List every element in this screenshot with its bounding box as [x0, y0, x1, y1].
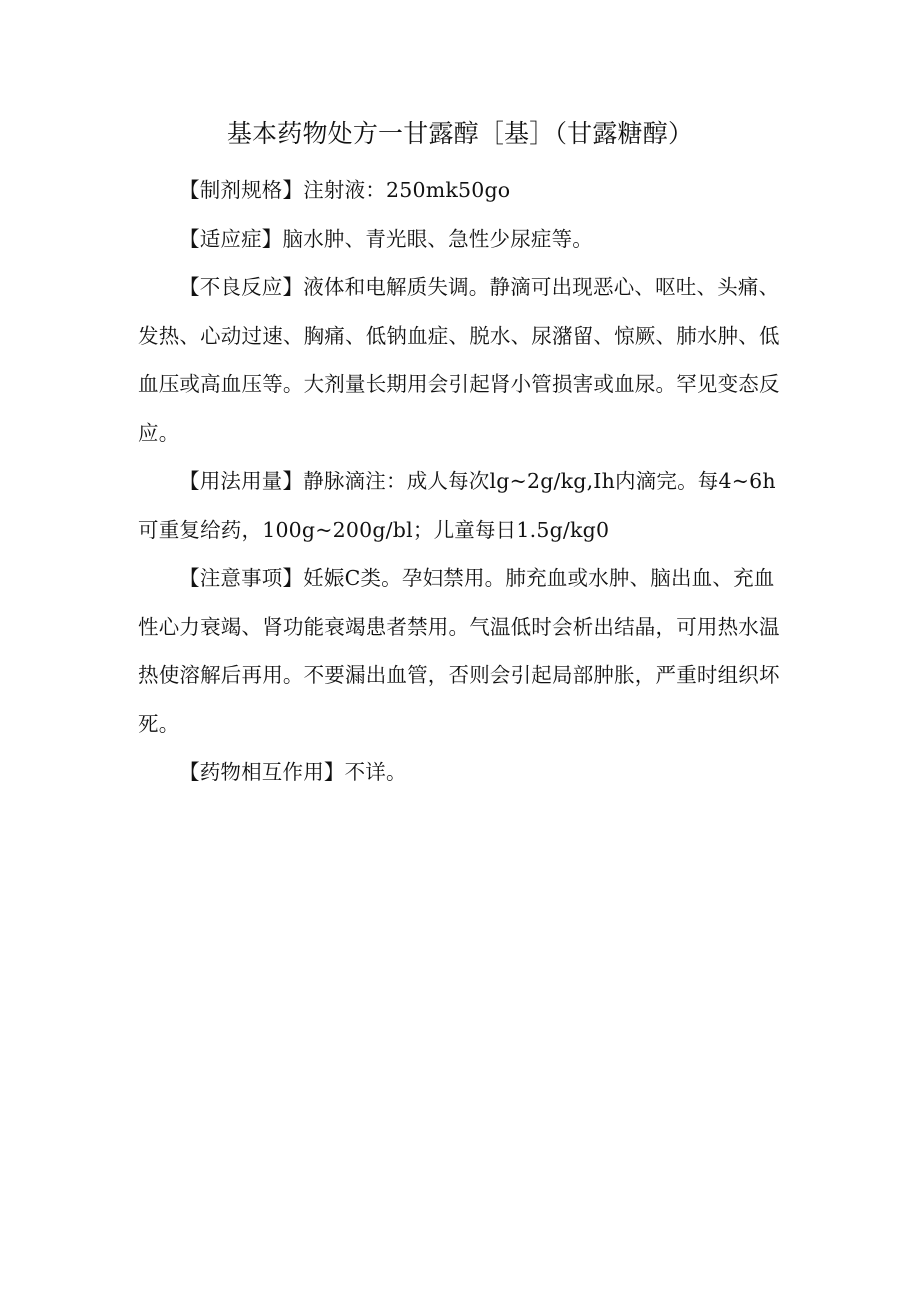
paragraph-adverse-reactions: 【不良反应】液体和电解质失调。静滴可出现恶心、呕吐、头痛、发热、心动过速、胸痛、低钠血症、脱水、尿潴留、惊厥、肺水肿、低血压或高血压等。大剂量长期用会引起肾小管损害或血尿。罕见变态反应。 [138, 275, 780, 445]
paragraph-dosage: 【用法用量】静脉滴注：成人每次lg~2g∕kg,Ih内滴完。每4~6h可重复给药，100g~200g∕bl；儿童每日1.5g∕kg0 [138, 469, 776, 542]
paragraph-precautions: 【注意事项】妊娠C类。孕妇禁用。肺充血或水肿、脑出血、充血性心力衰竭、肾功能衰竭患者禁用。气温低时会析出结晶，可用热水温热使溶解后再用。不要漏出血管，否则会引起局部肿胀，严重时组织坏死。 [138, 566, 780, 736]
paragraph-specification: 【制剂规格】注射液：250mk50go [179, 178, 511, 202]
document-body [138, 166, 788, 797]
paragraph-indications: 【适应症】脑水肿、青光眼、急性少尿症等。 [179, 226, 593, 251]
paragraph-interactions: 【药物相互作用】不详。 [179, 760, 407, 784]
document-title: 基本药物处方一甘露醇［基］（甘露糖醇） [226, 119, 694, 148]
